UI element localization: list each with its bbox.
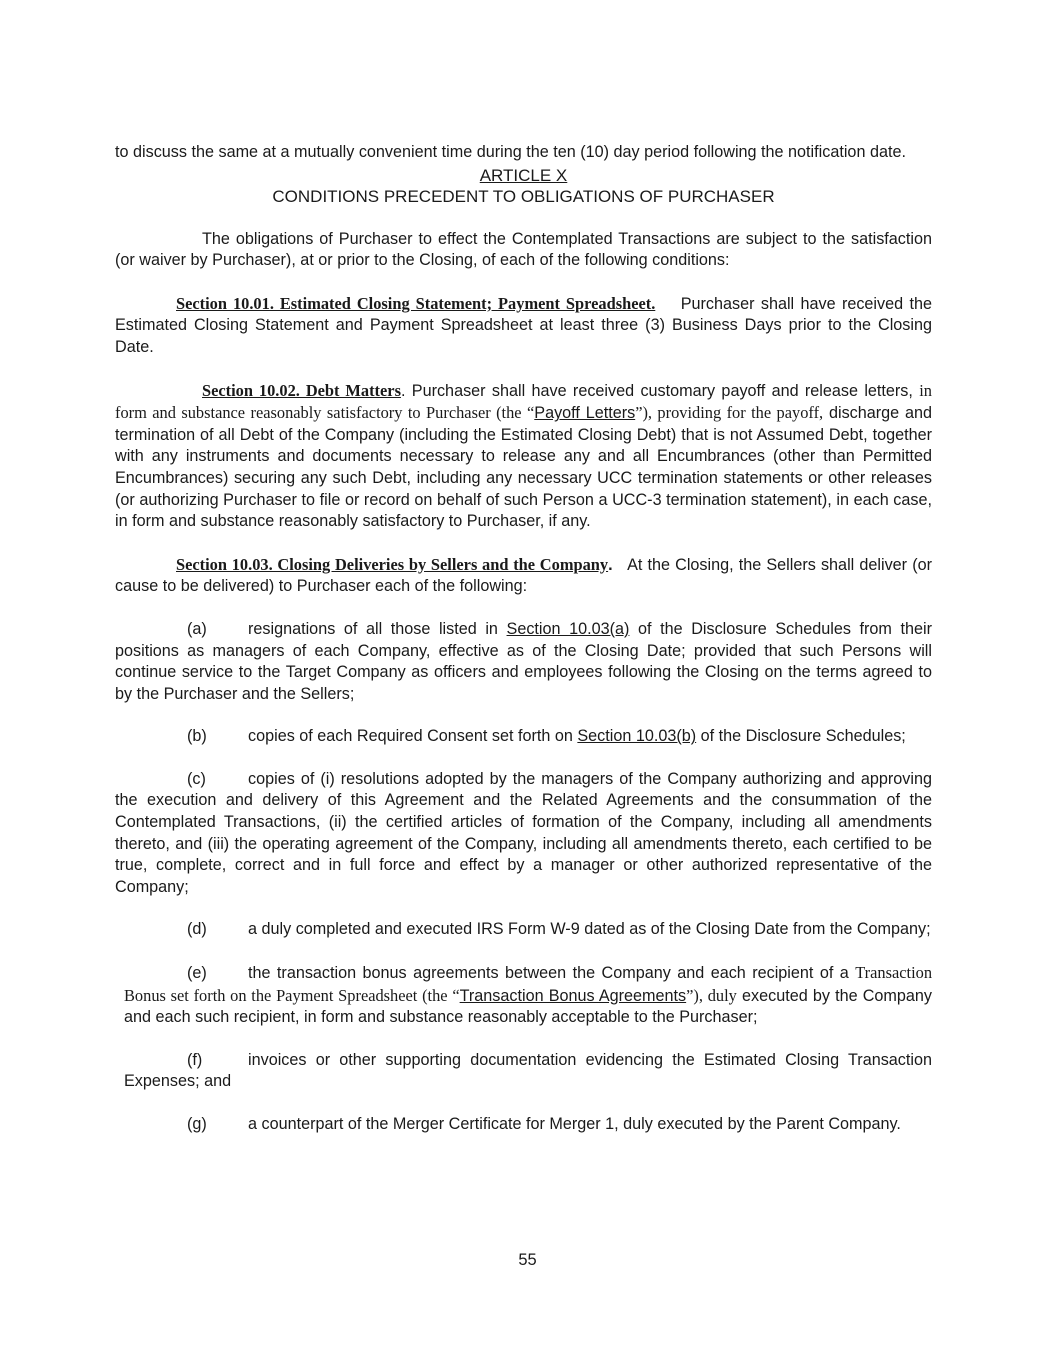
item-label: (f) xyxy=(187,1050,203,1069)
list-item xyxy=(115,619,932,705)
item-label: (c) xyxy=(187,769,206,788)
article-title: CONDITIONS PRECEDENT TO OBLIGATIONS OF PURCHASER xyxy=(272,186,775,206)
section-10-01 xyxy=(115,293,932,359)
item-text: resignations of all those listed in xyxy=(248,619,507,638)
section-10-03 xyxy=(115,554,932,598)
item-text-serif: Transaction Bonus set forth on the Payment Spreadsheet (the “ xyxy=(124,963,933,1005)
section-body-serif: ”), providing for the payoff, xyxy=(635,403,824,423)
item-label: (e) xyxy=(187,964,207,983)
item-text: copies of each Required Consent set forth on xyxy=(248,727,578,746)
item-text: a counterpart of the Merger Certificate for Merger 1, duly executed by the Parent Company. xyxy=(248,1115,901,1133)
item-label: (d) xyxy=(187,920,207,939)
document-page xyxy=(115,142,932,1136)
list-item xyxy=(115,769,932,899)
schedule-reference: Section 10.03(b) xyxy=(577,727,697,746)
defined-term: Payoff Letters xyxy=(534,404,636,423)
list-item xyxy=(115,726,932,748)
item-label: (a) xyxy=(187,619,207,638)
section-heading: Section 10.01. Estimated Closing Statement; Payment Spreadsheet. xyxy=(176,293,656,313)
section-body: discharge and termination of all Debt of the Company (including the Estimated Closing Debt) that is not Assumed Debt, together with any instruments and documents necessary to release any and all Encumbrances (other than Permitted Encumbrances) securing any such Debt, including any necessary UCC termination statements or other releases (or authorizing Purchaser to file or record on behalf of such Person a UCC-3 termination statement), in each case, in form and substance reasonably satisfactory to Purchaser, if any. xyxy=(115,404,932,531)
list-item xyxy=(115,919,932,941)
item-label: (b) xyxy=(187,727,207,746)
section-heading: Section 10.02. Debt Matters xyxy=(202,380,401,400)
section-heading-period: . xyxy=(608,555,613,574)
schedule-reference: Section 10.03(a) xyxy=(506,619,630,638)
section-body: Purchaser shall have received the Estimated Closing Statement and Payment Spreadsheet at least three (3) Business Days prior to the Closing Date. xyxy=(115,294,932,356)
item-text: copies of (i) resolutions adopted by the managers of the Company authorizing and approving the execution and delivery of this Agreement and the Related Agreements and the consummation of the Contemplated Transactions, (ii) the certified articles of formation of the Company, including all amendments thereto, and (iii) the operating agreement of the Company, including all amendments thereto, each certified to be true, complete, correct and in full force and effect by a manager or other authorized representative of the Company; xyxy=(115,769,932,896)
item-text: the transaction bonus agreements between the Company and each recipient of a xyxy=(248,964,849,983)
item-text: a duly completed and executed IRS Form W-9 dated as of the Closing Date from the Company; xyxy=(248,920,931,939)
section-10-02 xyxy=(115,380,932,533)
item-text: of the Disclosure Schedules from their positions as managers of each Company, effective as of the Closing Date; provided that such Persons will continue service to the Target Company as officers and employees following the Closing on the terms agreed to by the Purchaser and the Sellers; xyxy=(115,619,933,703)
page-number: 55 xyxy=(518,1251,537,1269)
intro-paragraph: The obligations of Purchaser to effect the Contemplated Transactions are subject to the satisfaction (or waiver by Purchaser), at or prior to the Closing, of each of the following conditions: xyxy=(115,229,932,270)
item-text-serif: ”), duly xyxy=(686,985,737,1005)
item-label: (g) xyxy=(187,1115,207,1133)
list-item xyxy=(115,1050,932,1093)
defined-term: Transaction Bonus Agreements xyxy=(459,986,687,1005)
continuation-paragraph: to discuss the same at a mutually convenient time during the ten (10) day period following the notification date. xyxy=(115,143,906,161)
article-number: ARTICLE X xyxy=(479,165,568,185)
section-body: . Purchaser shall have received customary payoff and release letters, xyxy=(400,381,913,400)
item-text: invoices or other supporting documentation evidencing the Estimated Closing Transaction Expenses; and xyxy=(124,1050,932,1091)
list-item xyxy=(115,962,932,1029)
article-heading xyxy=(115,165,932,207)
section-heading: Section 10.03. Closing Deliveries by Sellers and the Company xyxy=(176,554,609,574)
item-text: executed by the Company and each such recipient, in form and substance reasonably acceptable to the Purchaser; xyxy=(124,986,932,1027)
section-body: At the Closing, the Sellers shall deliver (or cause to be delivered) to Purchaser each of the following: xyxy=(115,555,932,596)
list-item xyxy=(115,1114,932,1136)
item-text: of the Disclosure Schedules; xyxy=(696,727,906,746)
section-body-serif: in form and substance reasonably satisfactory to Purchaser (the “ xyxy=(115,380,932,423)
